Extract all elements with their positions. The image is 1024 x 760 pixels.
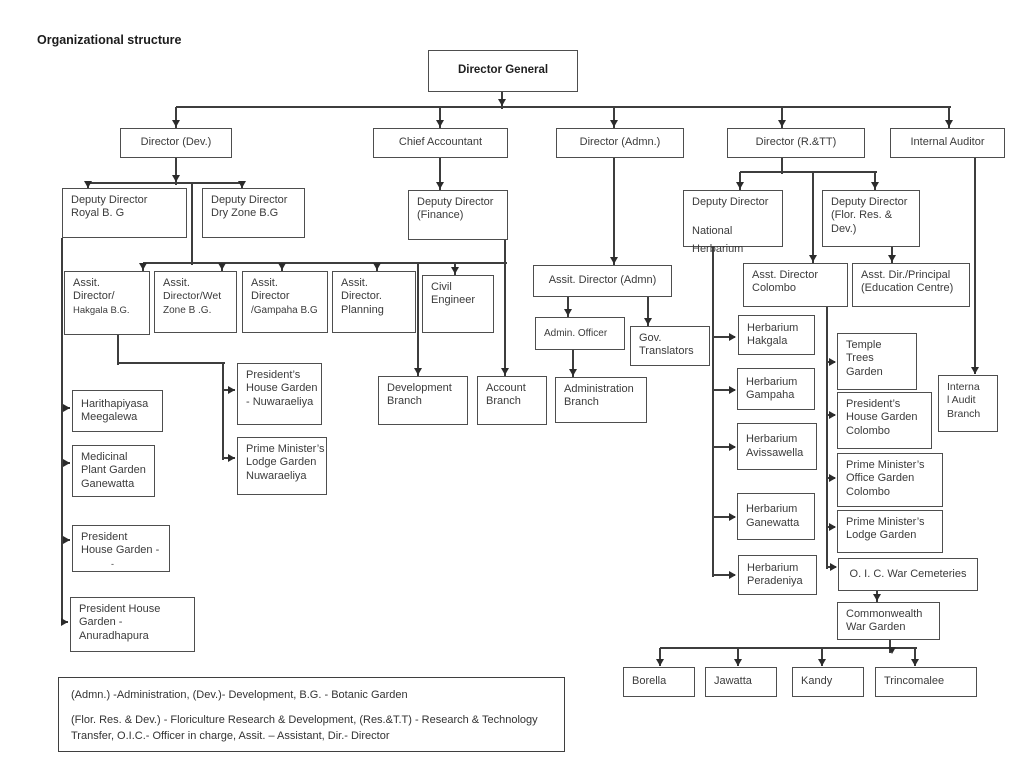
node-label-line: Prime Minister’s <box>846 516 925 528</box>
node-harithapiyasa-meegalewa <box>72 390 163 432</box>
node-label-line: Nuwaraeliya <box>246 469 307 482</box>
node-label-line: Asst. Dir./Principal <box>861 269 951 281</box>
arrowhead-down-icon <box>501 368 509 375</box>
connector-line <box>712 247 714 577</box>
node-label-line: Colombo <box>846 485 891 498</box>
node-label-line: Interna <box>947 381 980 393</box>
arrowhead-down-icon <box>644 318 652 325</box>
node-label-line: Avissawella <box>746 446 804 459</box>
node-borella <box>623 667 695 697</box>
arrowhead-right-icon <box>63 536 70 544</box>
arrowhead-down-icon <box>436 182 444 189</box>
node-label-line: Deputy Director <box>71 194 148 206</box>
node-label-line: Lodge Garden <box>846 529 917 542</box>
node-label-line: President’s <box>846 398 901 410</box>
node-label-line: Director (Admn.) <box>579 136 661 149</box>
node-label-line: House Garden <box>846 411 918 424</box>
node-label-line: Assit. Director (Admn) <box>548 274 657 287</box>
node-assit-director-planning <box>332 271 416 333</box>
node-label-line: Administration <box>564 383 634 395</box>
node-herbarium-gampaha <box>737 368 815 410</box>
node-label-line: - Nuwaraeliya <box>246 395 314 408</box>
arrowhead-right-icon <box>228 454 235 462</box>
node-label-line: Jawatta <box>714 675 752 688</box>
node-herbarium-avissawella <box>737 423 817 470</box>
node-label-line: Prime Minister’s <box>846 459 925 471</box>
node-assit-director-gampaha-bg <box>242 271 328 333</box>
node-internal-audit-branch <box>938 375 998 432</box>
node-director-admn <box>556 128 684 158</box>
arrowhead-down-icon <box>656 659 664 666</box>
node-label-line: Lodge Garden <box>246 456 317 469</box>
node-label-line: Dev.) <box>831 222 857 235</box>
node-label-line: Herbarium <box>746 375 798 388</box>
arrowhead-right-icon <box>729 571 736 579</box>
arrowhead-down-icon <box>888 647 896 654</box>
node-president-house-garden-anuradhapura <box>70 597 195 652</box>
node-label-line: - <box>111 558 114 569</box>
node-label-line: Zone B .G. <box>163 304 212 316</box>
arrowhead-down-icon <box>873 594 881 601</box>
node-administration-branch <box>555 377 647 423</box>
node-label-line: Hakgala <box>747 335 788 347</box>
arrowhead-down-icon <box>278 263 286 270</box>
node-label-line: Gampaha <box>746 389 795 401</box>
connector-line <box>826 307 828 569</box>
node-label-line: Hakgala B.G. <box>73 304 130 316</box>
connector-line <box>417 263 419 376</box>
node-prime-ministers-lodge-garden <box>837 510 943 553</box>
node-label-line: Internal Auditor <box>910 136 985 149</box>
arrowhead-down-icon <box>911 659 919 666</box>
node-herbarium-hakgala <box>738 315 815 355</box>
arrowhead-down-icon <box>569 369 577 376</box>
node-label-line: (Education Centre) <box>861 282 954 295</box>
arrowhead-down-icon <box>84 181 92 188</box>
arrowhead-down-icon <box>498 99 506 106</box>
arrowhead-right-icon <box>228 386 235 394</box>
arrowhead-down-icon <box>451 267 459 274</box>
node-label-line: Prime Minister’s <box>246 443 325 455</box>
node-label-line: House Garden <box>246 382 318 395</box>
node-deputy-director-national-herbarium <box>683 190 783 255</box>
arrowhead-right-icon <box>829 474 836 482</box>
connector-line <box>117 335 119 365</box>
node-assit-director-hakgala-bg <box>64 271 150 335</box>
arrowhead-right-icon <box>63 459 70 467</box>
node-label-line: Assit. <box>341 277 368 289</box>
node-label-line: Garden <box>846 365 883 378</box>
node-label-line: Borella <box>632 675 667 688</box>
node-label-line: Meegalewa <box>81 411 138 423</box>
legend-box <box>58 677 565 752</box>
node-label-line: Herbarium <box>692 242 744 255</box>
node-label-line: Kandy <box>801 675 833 688</box>
node-label-line: /Gampaha B.G <box>251 304 318 316</box>
arrowhead-right-icon <box>829 411 836 419</box>
arrowhead-down-icon <box>172 120 180 127</box>
node-label-line: Colombo <box>752 282 797 295</box>
node-admin-officer <box>535 317 625 350</box>
arrowhead-down-icon <box>736 182 744 189</box>
node-commonwealth-war-garden <box>837 602 940 640</box>
node-label-line: Commonwealth <box>846 608 923 620</box>
node-label-line: Garden - <box>79 616 123 629</box>
connector-line <box>740 171 877 173</box>
node-label-line: Asst. Director <box>752 269 819 281</box>
page-title: Organizational structure <box>37 33 182 47</box>
node-kandy <box>792 667 864 697</box>
node-asst-dir-principal-education-centre <box>852 263 970 307</box>
node-label-line: Director (Dev.) <box>140 136 212 149</box>
node-label-line: (Finance) <box>417 209 464 222</box>
node-label-line: Account <box>486 382 526 394</box>
node-label-line: Assit. <box>73 277 100 289</box>
node-label-line: Colombo <box>846 424 891 437</box>
node-label-line: Director/ <box>73 290 115 303</box>
node-chief-accountant <box>373 128 508 158</box>
arrowhead-down-icon <box>871 182 879 189</box>
node-label-line: Ganewatta <box>81 477 135 490</box>
node-label-line: Planning <box>341 303 384 316</box>
node-oic-war-cemeteries <box>838 558 978 591</box>
arrowhead-right-icon <box>830 563 837 571</box>
connector-line <box>504 240 506 376</box>
arrowhead-down-icon <box>564 309 572 316</box>
legend-line-abbreviations-1: (Admn.) -Administration, (Dev.)- Development, B.G. - Botanic Garden <box>71 689 408 701</box>
node-label-line: Plant Garden <box>81 464 146 477</box>
node-label-line: Trincomalee <box>884 675 945 688</box>
node-deputy-director-royal-bg <box>62 188 187 238</box>
node-label-line: O. I. C. War Cemeteries <box>849 567 967 580</box>
arrowhead-down-icon <box>945 120 953 127</box>
node-assit-director-admn <box>533 265 672 297</box>
node-label-line: Director. <box>341 290 382 303</box>
node-label-line: Admin. Officer <box>544 327 608 339</box>
node-label-line: Trees <box>846 352 874 365</box>
node-director-dev <box>120 128 232 158</box>
node-label-line: Deputy Director <box>692 196 769 208</box>
node-assit-director-wet-zone-bg <box>154 271 237 333</box>
node-label-line: Dry Zone B.G <box>211 207 279 220</box>
arrowhead-down-icon <box>610 120 618 127</box>
node-label-line: Deputy Director <box>417 196 494 208</box>
node-herbarium-ganewatta <box>737 493 815 540</box>
node-label-line: President’s <box>246 369 301 381</box>
node-label-line: House Garden - <box>81 544 160 557</box>
arrowhead-right-icon <box>829 523 836 531</box>
legend-line-abbreviations-3: Transfer, O.I.C.- Officer in charge, Assit. – Assistant, Dir.- Director <box>71 730 390 742</box>
node-label-line: Branch <box>486 395 521 408</box>
node-jawatta <box>705 667 777 697</box>
arrowhead-down-icon <box>610 257 618 264</box>
arrowhead-down-icon <box>436 120 444 127</box>
node-label-line: Director (R.&TT) <box>755 136 837 149</box>
connector-line <box>613 158 615 265</box>
arrowhead-down-icon <box>818 659 826 666</box>
node-label-line: Branch <box>387 395 422 408</box>
arrowhead-down-icon <box>809 255 817 262</box>
arrowhead-down-icon <box>778 120 786 127</box>
connector-line <box>143 262 507 264</box>
node-label-line: Engineer <box>431 294 476 307</box>
node-account-branch <box>477 376 547 425</box>
node-label-line: Office Garden <box>846 472 915 485</box>
node-label-line: Director General <box>457 64 549 77</box>
arrowhead-right-icon <box>729 513 736 521</box>
connector-line <box>812 172 814 263</box>
arrowhead-down-icon <box>218 263 226 270</box>
arrowhead-right-icon <box>729 443 736 451</box>
node-label-line: Assit. <box>163 277 190 289</box>
node-label-line: (Flor. Res. & <box>831 209 893 222</box>
node-label-line: Development <box>387 382 452 394</box>
arrowhead-down-icon <box>734 659 742 666</box>
node-presidents-house-garden-nuwaraeliya <box>237 363 322 425</box>
node-label-line: Director <box>251 290 290 303</box>
connector-line <box>191 183 193 265</box>
node-deputy-director-flor-res-dev <box>822 190 920 247</box>
arrowhead-down-icon <box>139 263 147 270</box>
node-label-line: Branch <box>947 407 981 420</box>
node-label-line: Civil <box>431 281 452 293</box>
node-label-line: Translators <box>639 345 694 358</box>
connector-line <box>88 182 244 184</box>
node-label-line: National <box>692 225 733 238</box>
node-label-line: Anuradhapura <box>79 629 149 642</box>
arrowhead-down-icon <box>888 255 896 262</box>
node-label-line: Herbarium <box>746 433 798 446</box>
node-label-line: Assit. <box>251 277 278 289</box>
connector-line <box>974 158 976 374</box>
node-label-line: Harithapiyasa <box>81 397 149 410</box>
node-internal-auditor <box>890 128 1005 158</box>
connector-line <box>660 647 917 649</box>
arrowhead-right-icon <box>729 386 736 394</box>
node-asst-director-colombo <box>743 263 848 307</box>
connector-line <box>176 106 951 108</box>
node-presidents-house-garden-colombo <box>837 392 932 449</box>
node-label-line: Herbarium <box>746 503 798 516</box>
node-director-general <box>428 50 578 92</box>
node-deputy-director-dry-zone-bg <box>202 188 305 238</box>
node-label-line: Chief Accountant <box>398 136 483 149</box>
node-label-line: Director/Wet <box>163 290 222 303</box>
arrowhead-right-icon <box>829 358 836 366</box>
connector-line <box>222 363 224 460</box>
arrowhead-right-icon <box>729 333 736 341</box>
node-label-line: Peradeniya <box>747 575 803 587</box>
node-temple-trees-garden <box>837 333 917 390</box>
node-label-line: Medicinal <box>81 451 128 463</box>
node-label-line: Gov. <box>639 332 662 344</box>
connector-line <box>61 238 63 624</box>
legend-line-abbreviations-2: (Flor. Res. & Dev.) - Floriculture Research & Development, (Res.&T.T) - Research & Technology <box>71 714 538 726</box>
arrowhead-down-icon <box>971 367 979 374</box>
node-prime-ministers-office-garden-colombo <box>837 453 943 507</box>
arrowhead-right-icon <box>61 618 68 626</box>
node-president-house-garden <box>72 525 170 572</box>
node-label-line: Herbarium <box>747 321 799 334</box>
arrowhead-down-icon <box>373 263 381 270</box>
node-label-line: Herbarium <box>747 561 799 574</box>
node-prime-ministers-lodge-garden-nuwaraeliya <box>237 437 327 495</box>
node-label-line: Deputy Director <box>211 194 288 206</box>
node-label-line: Deputy Director <box>831 196 908 208</box>
node-director-rtt <box>727 128 865 158</box>
node-civil-engineer <box>422 275 494 333</box>
node-label-line: War Garden <box>846 621 906 634</box>
node-label-line: President House <box>79 603 161 615</box>
node-label-line: l Audit <box>947 394 976 407</box>
node-gov-translators <box>630 326 710 366</box>
connector-line <box>118 362 225 364</box>
arrowhead-down-icon <box>238 181 246 188</box>
arrowhead-down-icon <box>414 368 422 375</box>
node-deputy-director-finance <box>408 190 508 240</box>
node-trincomalee <box>875 667 977 697</box>
node-herbarium-peradeniya <box>738 555 817 595</box>
node-label-line: Ganewatta <box>746 516 800 529</box>
node-label-line: President <box>81 531 128 543</box>
node-label-line: Royal B. G <box>71 207 125 220</box>
arrowhead-down-icon <box>172 175 180 182</box>
node-medicinal-plant-garden-ganewatta <box>72 445 155 497</box>
node-label-line: Temple <box>846 339 882 351</box>
node-development-branch <box>378 376 468 425</box>
node-label-line: Branch <box>564 396 599 409</box>
arrowhead-right-icon <box>63 404 70 412</box>
